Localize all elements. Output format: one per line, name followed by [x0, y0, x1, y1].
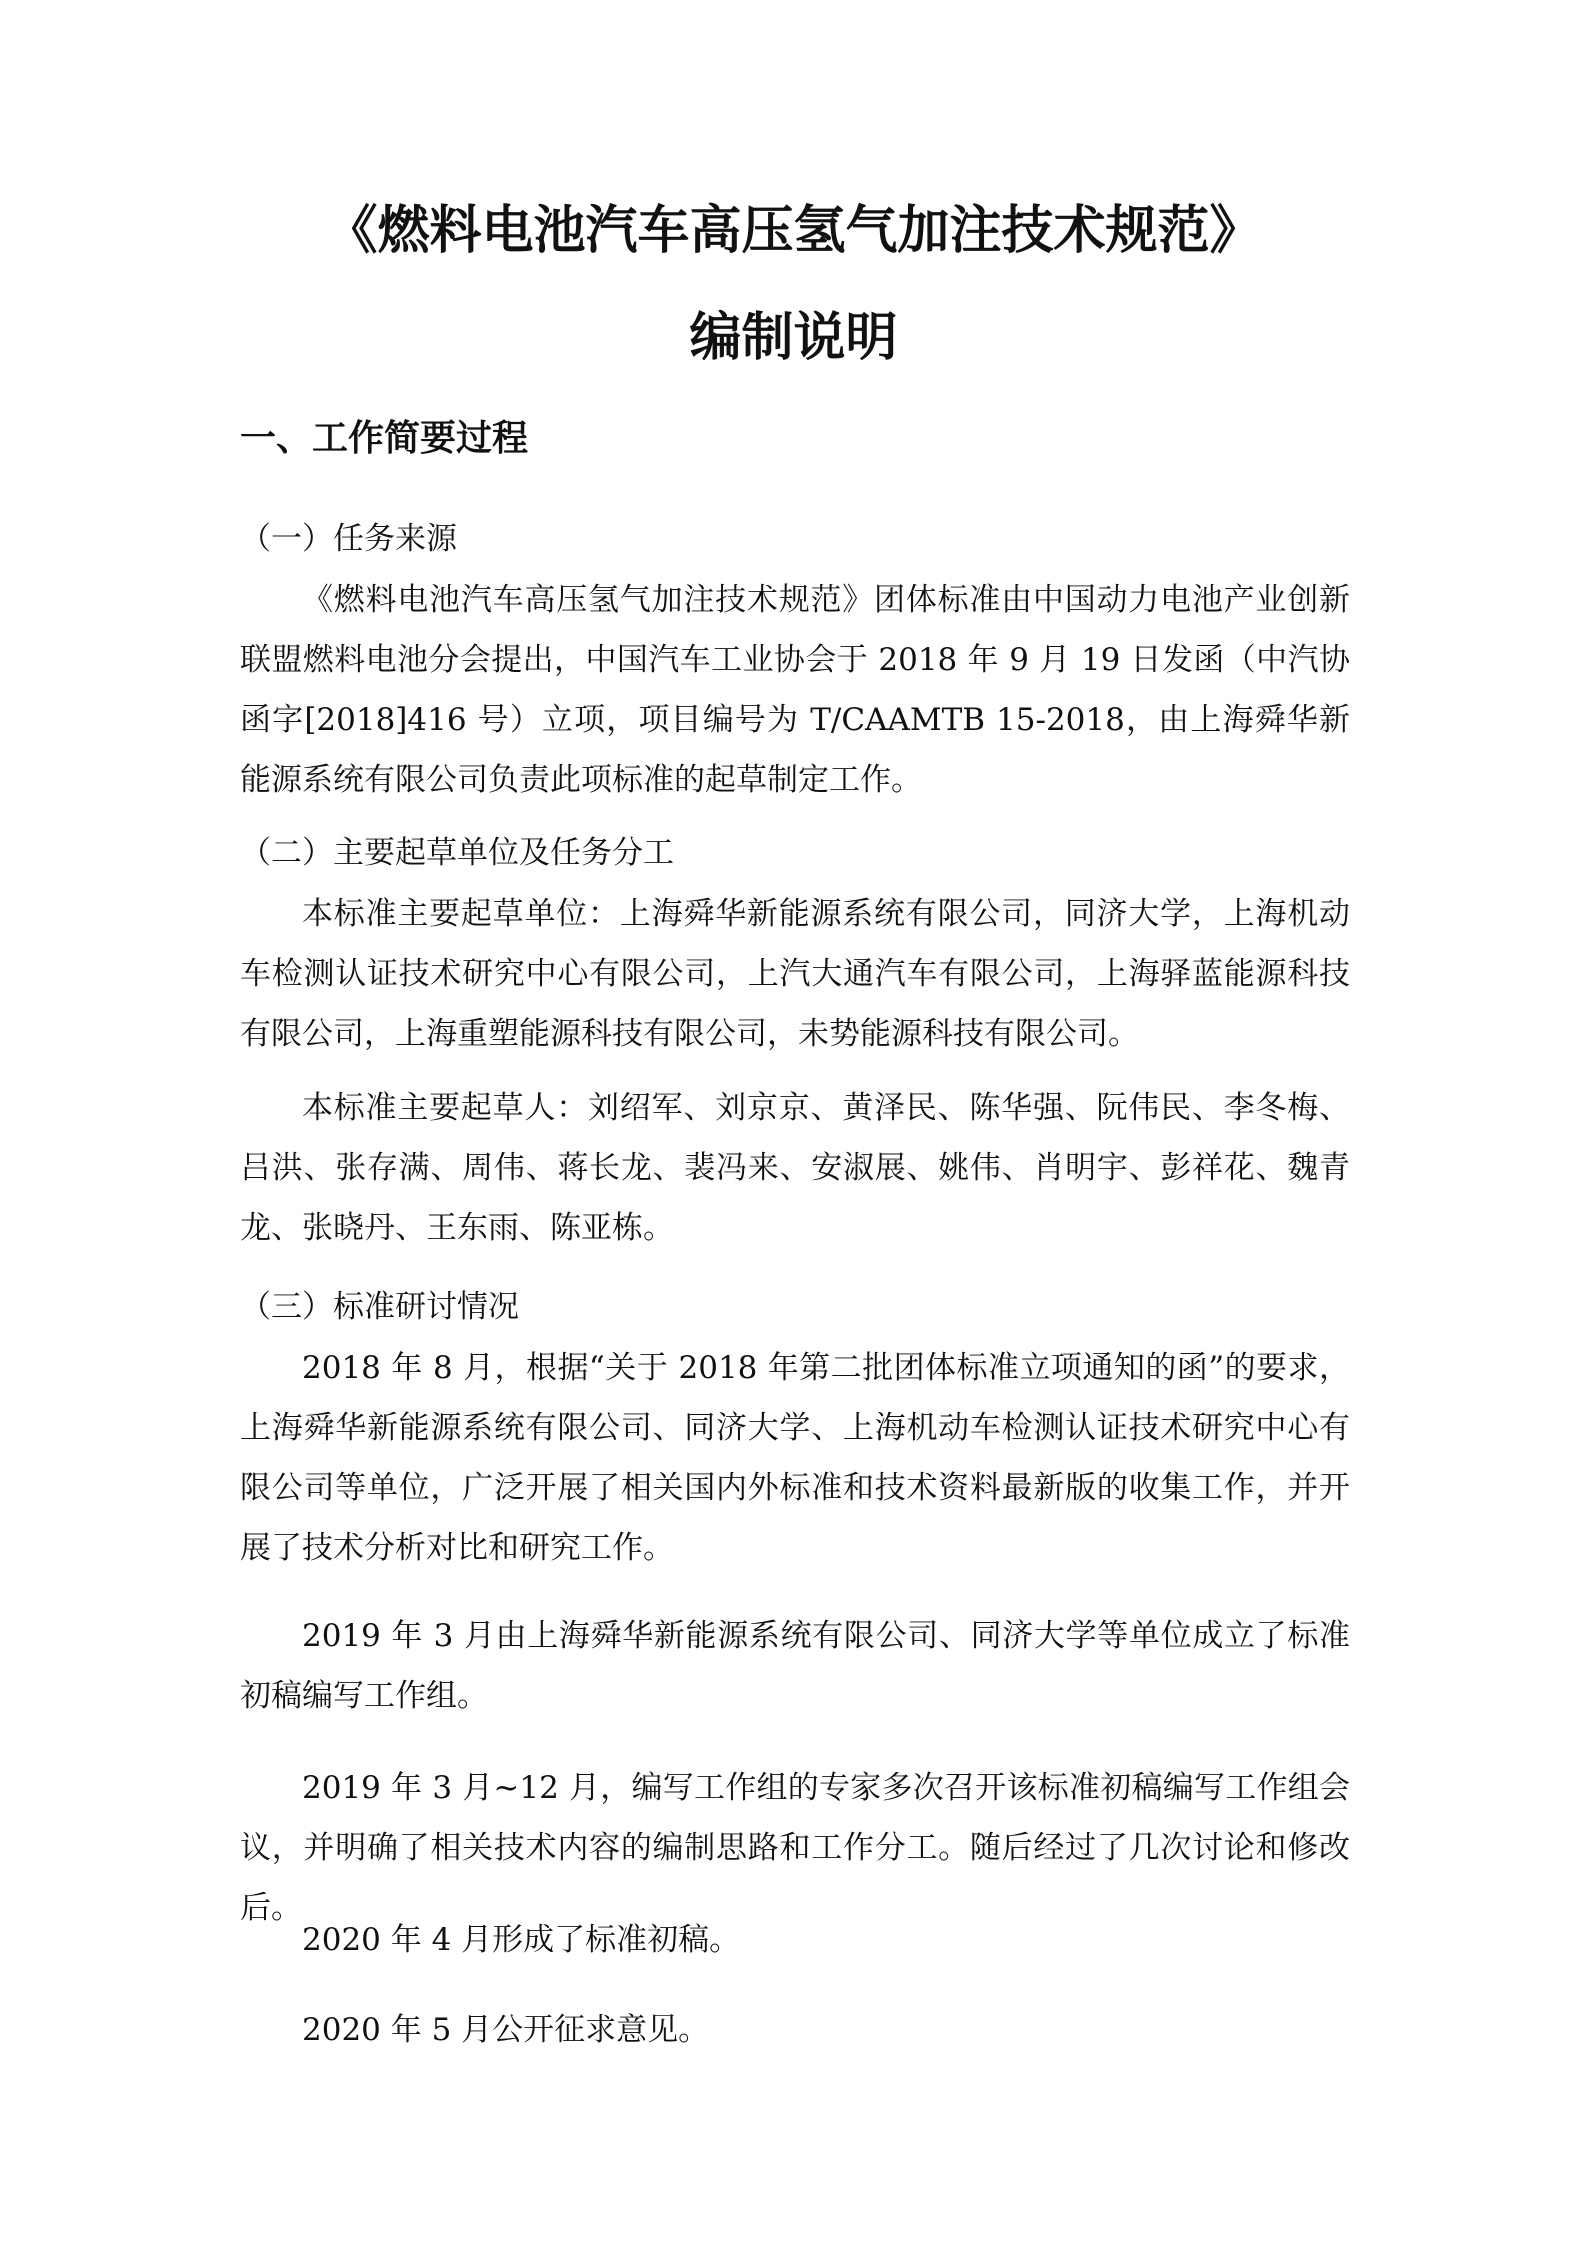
paragraph-drafters: 本标准主要起草人：刘绍军、刘京京、黄泽民、陈华强、阮伟民、李冬梅、吕洪、张存满、周伟、蒋长龙、裴冯来、安淑展、姚伟、肖明宇、彭祥花、魏青龙、张晓丹、王东雨、陈亚栋。	[240, 1090, 1350, 1246]
subsection-heading-task-source: （一）任务来源	[240, 521, 457, 557]
subsection-heading-drafting-units: （二）主要起草单位及任务分工	[240, 835, 674, 871]
section-heading-work-process: 一、工作简要过程	[240, 418, 529, 459]
paragraph-task-source: 《燃料电池汽车高压氢气加注技术规范》团体标准由中国动力电池产业创新联盟燃料电池分会提出，中国汽车工业协会于 2018 年 9 月 19 日发函（中汽协函字[2018]416 号）立项，项目编号为 T/CAAMTB 15-2018，由上海舜华新能源系统有限公司负责此项标准的起草制定工作。	[240, 582, 1350, 798]
paragraph-discussion-2020-04: 2020 年 4 月形成了标准初稿。	[302, 1922, 741, 1958]
paragraph-discussion-2019-12: 2019 年 3 月~12 月，编写工作组的专家多次召开该标准初稿编写工作组会议，并明确了相关技术内容的编制思路和工作分工。随后经过了几次讨论和修改后。	[240, 1770, 1350, 1926]
paragraph-drafting-units: 本标准主要起草单位：上海舜华新能源系统有限公司，同济大学，上海机动车检测认证技术研究中心有限公司，上汽大通汽车有限公司，上海驿蓝能源科技有限公司，上海重塑能源科技有限公司，未势能源科技有限公司。	[240, 896, 1350, 1052]
paragraph-discussion-2019-03: 2019 年 3 月由上海舜华新能源系统有限公司、同济大学等单位成立了标准初稿编写工作组。	[240, 1618, 1350, 1714]
subsection-heading-discussion: （三）标准研讨情况	[240, 1289, 519, 1325]
paragraph-discussion-2020-05: 2020 年 5 月公开征求意见。	[302, 2012, 710, 2048]
paragraph-discussion-2018: 2018 年 8 月，根据“关于 2018 年第二批团体标准立项通知的函”的要求，上海舜华新能源系统有限公司、同济大学、上海机动车检测认证技术研究中心有限公司等单位，广泛开展了相关国内外标准和技术资料最新版的收集工作，并开展了技术分析对比和研究工作。	[240, 1350, 1350, 1566]
document-subtitle: 编制说明	[689, 308, 898, 368]
document-title: 《燃料电池汽车高压氢气加注技术规范》	[325, 201, 1262, 261]
